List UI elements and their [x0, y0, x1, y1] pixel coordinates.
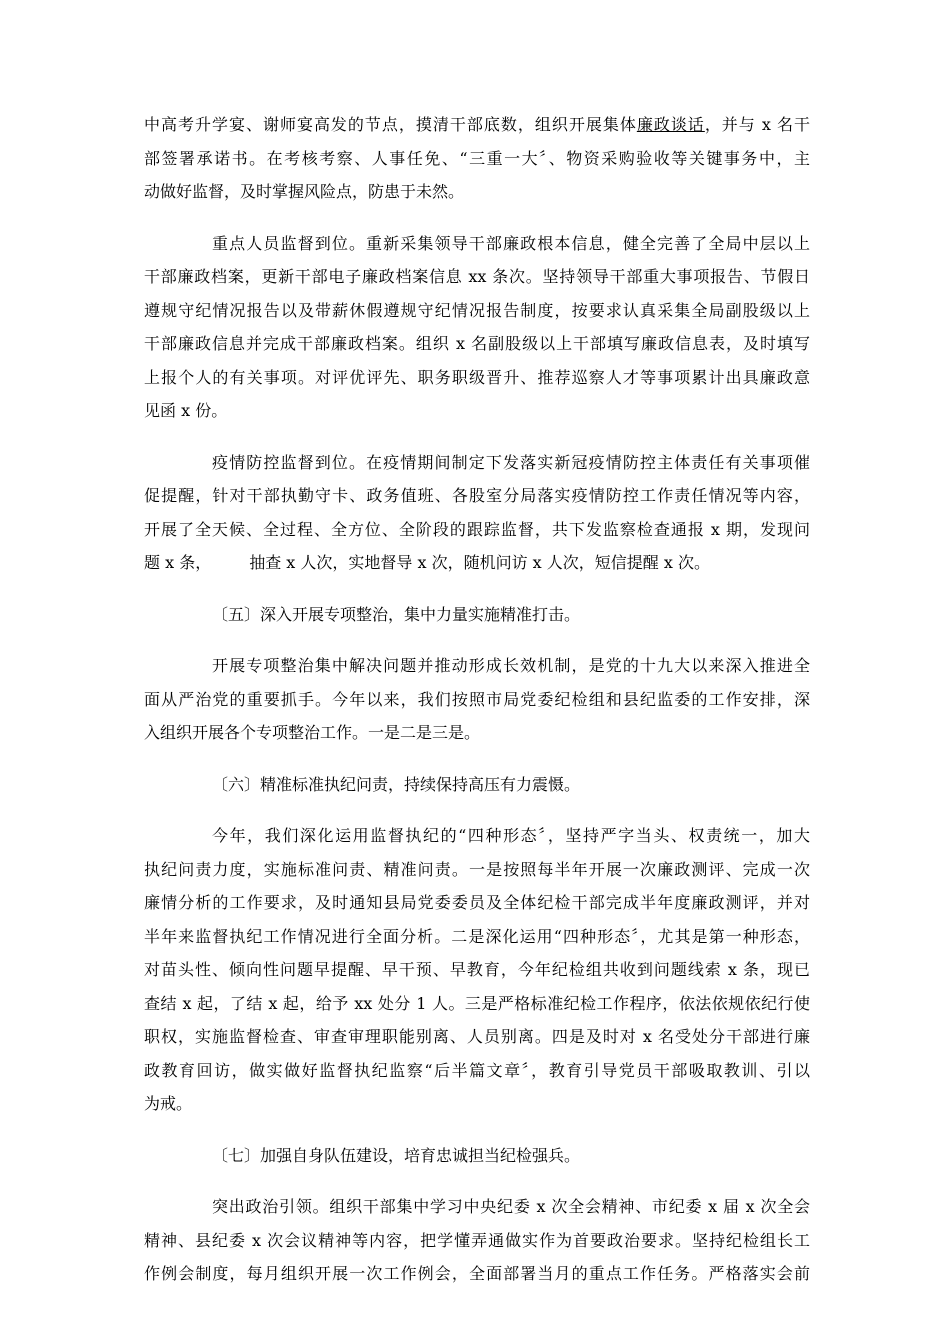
text-line: 开展专项整治集中解决问题并推动形成长效机制，是党的十九大以来深入推进全	[212, 656, 810, 675]
paragraph-accountability	[144, 819, 810, 1121]
text-line: 动做好监督，及时掌握风险点，防患于未然。	[144, 182, 465, 201]
text-line: 突出政治引领。组织干部集中学习中央纪委 x 次全会精神、市纪委 x 届 x 次全会	[212, 1197, 810, 1216]
text-line: 执纪问责力度，实施标准问责、精准问责。一是按照每半年开展一次廉政测评、完成一次	[144, 859, 810, 879]
text-line: 干部廉政信息并完成干部廉政档案。组织 x 名副股级以上干部填写廉政信息表，及时填写	[144, 334, 810, 353]
text-line: 廉情分析的工作要求，及时通知县局党委委员及全体纪检干部完成半年度廉政测评，并对	[144, 893, 810, 912]
text-line: 上报个人的有关事项。对评优评先、职务职级晋升、推荐巡察人才等事项累计出具廉政意	[144, 367, 810, 387]
section-heading-5: 〔五〕深入开展专项整治，集中力量实施精准打击。	[212, 604, 581, 624]
text-fragment: 中高考升学宴、谢师宴高发的节点，摸清干部底数，组织开展集体	[144, 115, 637, 134]
text-line: 精神、县纪委 x 次会议精神等内容，把学懂弄通做实作为首要政治要求。坚持纪检组长工	[144, 1230, 810, 1250]
text-line: 疫情防控监督到位。在疫情期间制定下发落实新冠疫情防控主体责任有关事项催	[212, 452, 810, 472]
paragraph-political-guidance	[144, 1190, 810, 1291]
text-line: 为戒。	[144, 1094, 193, 1113]
text-line: 遵规守纪情况报告以及带薪休假遵规守纪情况报告制度，按要求认真采集全局副股级以上	[144, 300, 810, 320]
text-line	[144, 546, 810, 580]
text-fragment: ，并与 x 名干	[704, 115, 810, 134]
paragraph-key-personnel	[144, 227, 810, 428]
paragraph-special-rectification	[144, 649, 810, 750]
text-line: 入组织开展各个专项整治工作。一是二是三是。	[144, 723, 481, 742]
text-line: 查结 x 起，了结 x 起，给予 xx 处分 1 人。三是严格标准纪检工作程序，依法依规依纪行使	[144, 993, 810, 1013]
paragraph-epidemic-supervision	[144, 446, 810, 580]
text-line: 半年来监督执纪工作情况进行全面分析。二是深化运用“四种形态〞，尤其是第一种形态，	[144, 926, 810, 946]
text-line: 见函 x 份。	[144, 401, 228, 420]
text-line: 今年，我们深化运用监督执纪的“四种形态〞，坚持严字当头、权责统一，加大	[212, 826, 810, 845]
text-fragment: 题 x 条，	[144, 553, 212, 572]
text-line: 作例会制度，每月组织开展一次工作例会，全面部署当月的重点工作任务。严格落实会前	[144, 1264, 810, 1283]
text-line: 面从严治党的重要抓手。今年以来，我们按照市局党委纪检组和县纪监委的工作安排，深	[144, 689, 810, 709]
text-line: 开展了全天候、全过程、全方位、全阶段的跟踪监督，共下发监察检查通报 x 期，发现问	[144, 519, 810, 539]
paragraph-supervision-timing	[144, 108, 810, 209]
text-line: 职权，实施监督检查、审查审理职能别离、人员别离。四是及时对 x 名受处分干部进行廉	[144, 1027, 810, 1046]
underlined-term-lianzheng-tanhua: 廉政谈话	[636, 115, 705, 134]
text-line	[144, 108, 810, 142]
text-fragment: 抽查 x 人次，实地督导 x 次，随机问访 x 人次，短信提醒 x 次。	[249, 553, 710, 572]
text-line: 促提醒，针对干部执勤守卡、政务值班、各股室分局落实疫情防控工作责任情况等内容，	[144, 486, 810, 505]
section-heading-6: 〔六〕精准标准执纪问责，持续保持高压有力震慑。	[212, 774, 581, 794]
text-line: 政教育回访，做实做好监督执纪监察“后半篇文章〞，教育引导党员干部吸取教训、引以	[144, 1060, 810, 1080]
document-body	[144, 108, 810, 1309]
text-line: 重点人员监督到位。重新采集领导干部廉政根本信息，健全完善了全局中层以上	[212, 233, 810, 253]
section-heading-7: 〔七〕加强自身队伍建设，培育忠诚担当纪检强兵。	[212, 1145, 581, 1165]
text-line: 部签署承诺书。在考核考察、人事任免、“三重一大〞、物资采购验收等关键事务中，主	[144, 148, 810, 168]
text-line: 对苗头性、倾向性问题早提醒、早干预、早教育，今年纪检组共收到问题线索 x 条，现已	[144, 960, 810, 979]
text-line: 干部廉政档案，更新干部电子廉政档案信息 xx 条次。坚持领导干部重大事项报告、节假日	[144, 267, 810, 286]
